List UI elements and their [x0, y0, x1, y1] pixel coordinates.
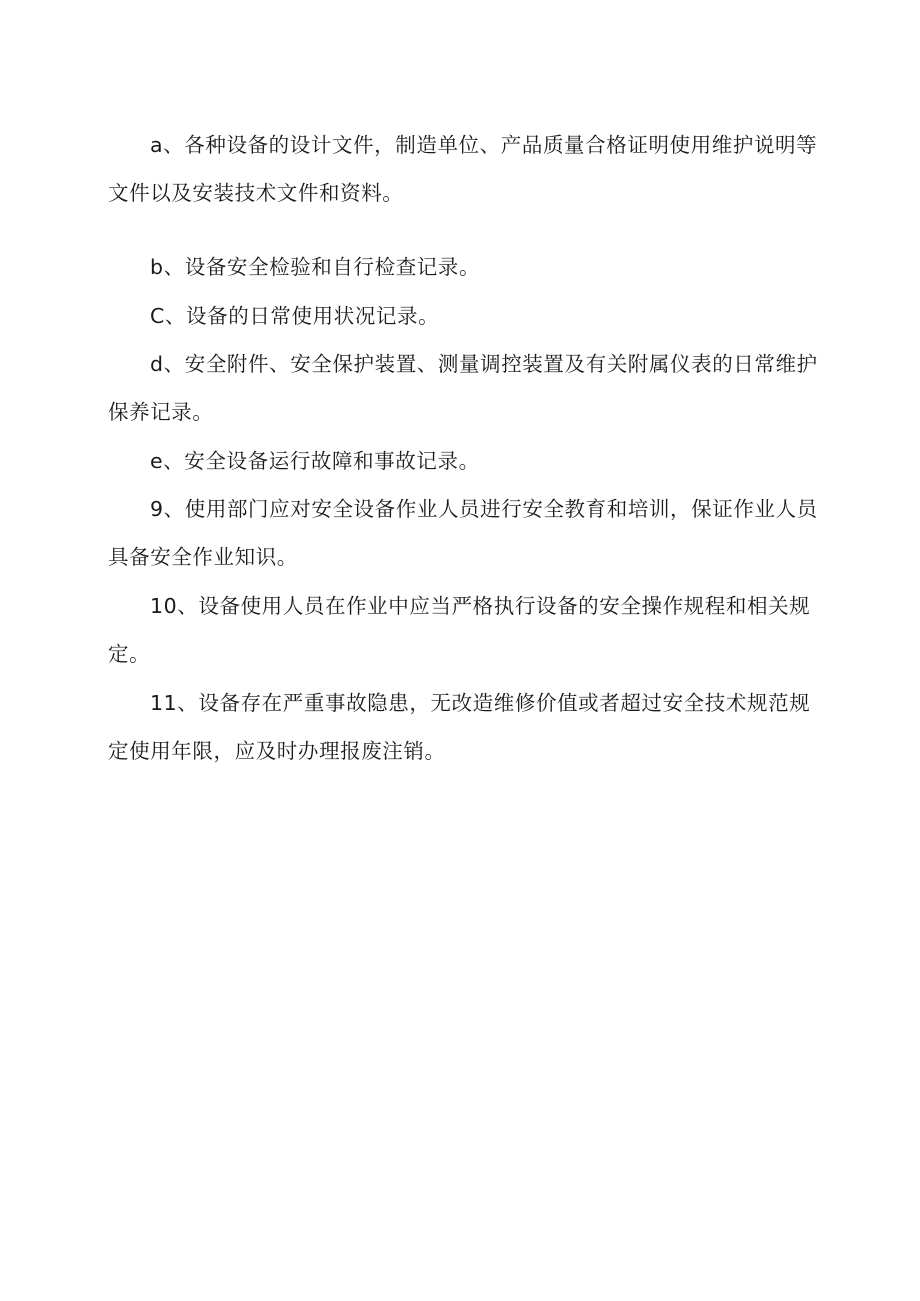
paragraph-text: 9、使用部门应对安全设备作业人员进行安全教育和培训，保证作业人员具备安全作业知识。: [108, 497, 818, 569]
paragraph-e: [108, 437, 818, 485]
paragraph-a: [108, 121, 818, 217]
paragraph-b: [108, 243, 818, 291]
paragraph-text: C、设备的日常使用状况记录。: [150, 304, 440, 328]
paragraph-11: [108, 679, 818, 775]
paragraph-9: [108, 485, 818, 581]
paragraph-d: [108, 340, 818, 436]
paragraph-text: 10、设备使用人员在作业中应当严格执行设备的安全操作规程和相关规定。: [108, 594, 811, 666]
paragraph-text: e、安全设备运行故障和事故记录。: [150, 449, 480, 473]
paragraph-text: 11、设备存在严重事故隐患，无改造维修价值或者超过安全技术规范规定使用年限，应及时办理报废注销。: [108, 691, 811, 763]
paragraph-c: [108, 292, 818, 340]
paragraph-text: d、安全附件、安全保护装置、测量调控装置及有关附属仪表的日常维护保养记录。: [108, 352, 818, 424]
paragraph-10: [108, 582, 818, 678]
paragraph-text: a、各种设备的设计文件，制造单位、产品质量合格证明使用维护说明等文件以及安装技术文件和资料。: [108, 133, 818, 205]
paragraph-text: b、设备安全检验和自行检查记录。: [150, 255, 481, 279]
